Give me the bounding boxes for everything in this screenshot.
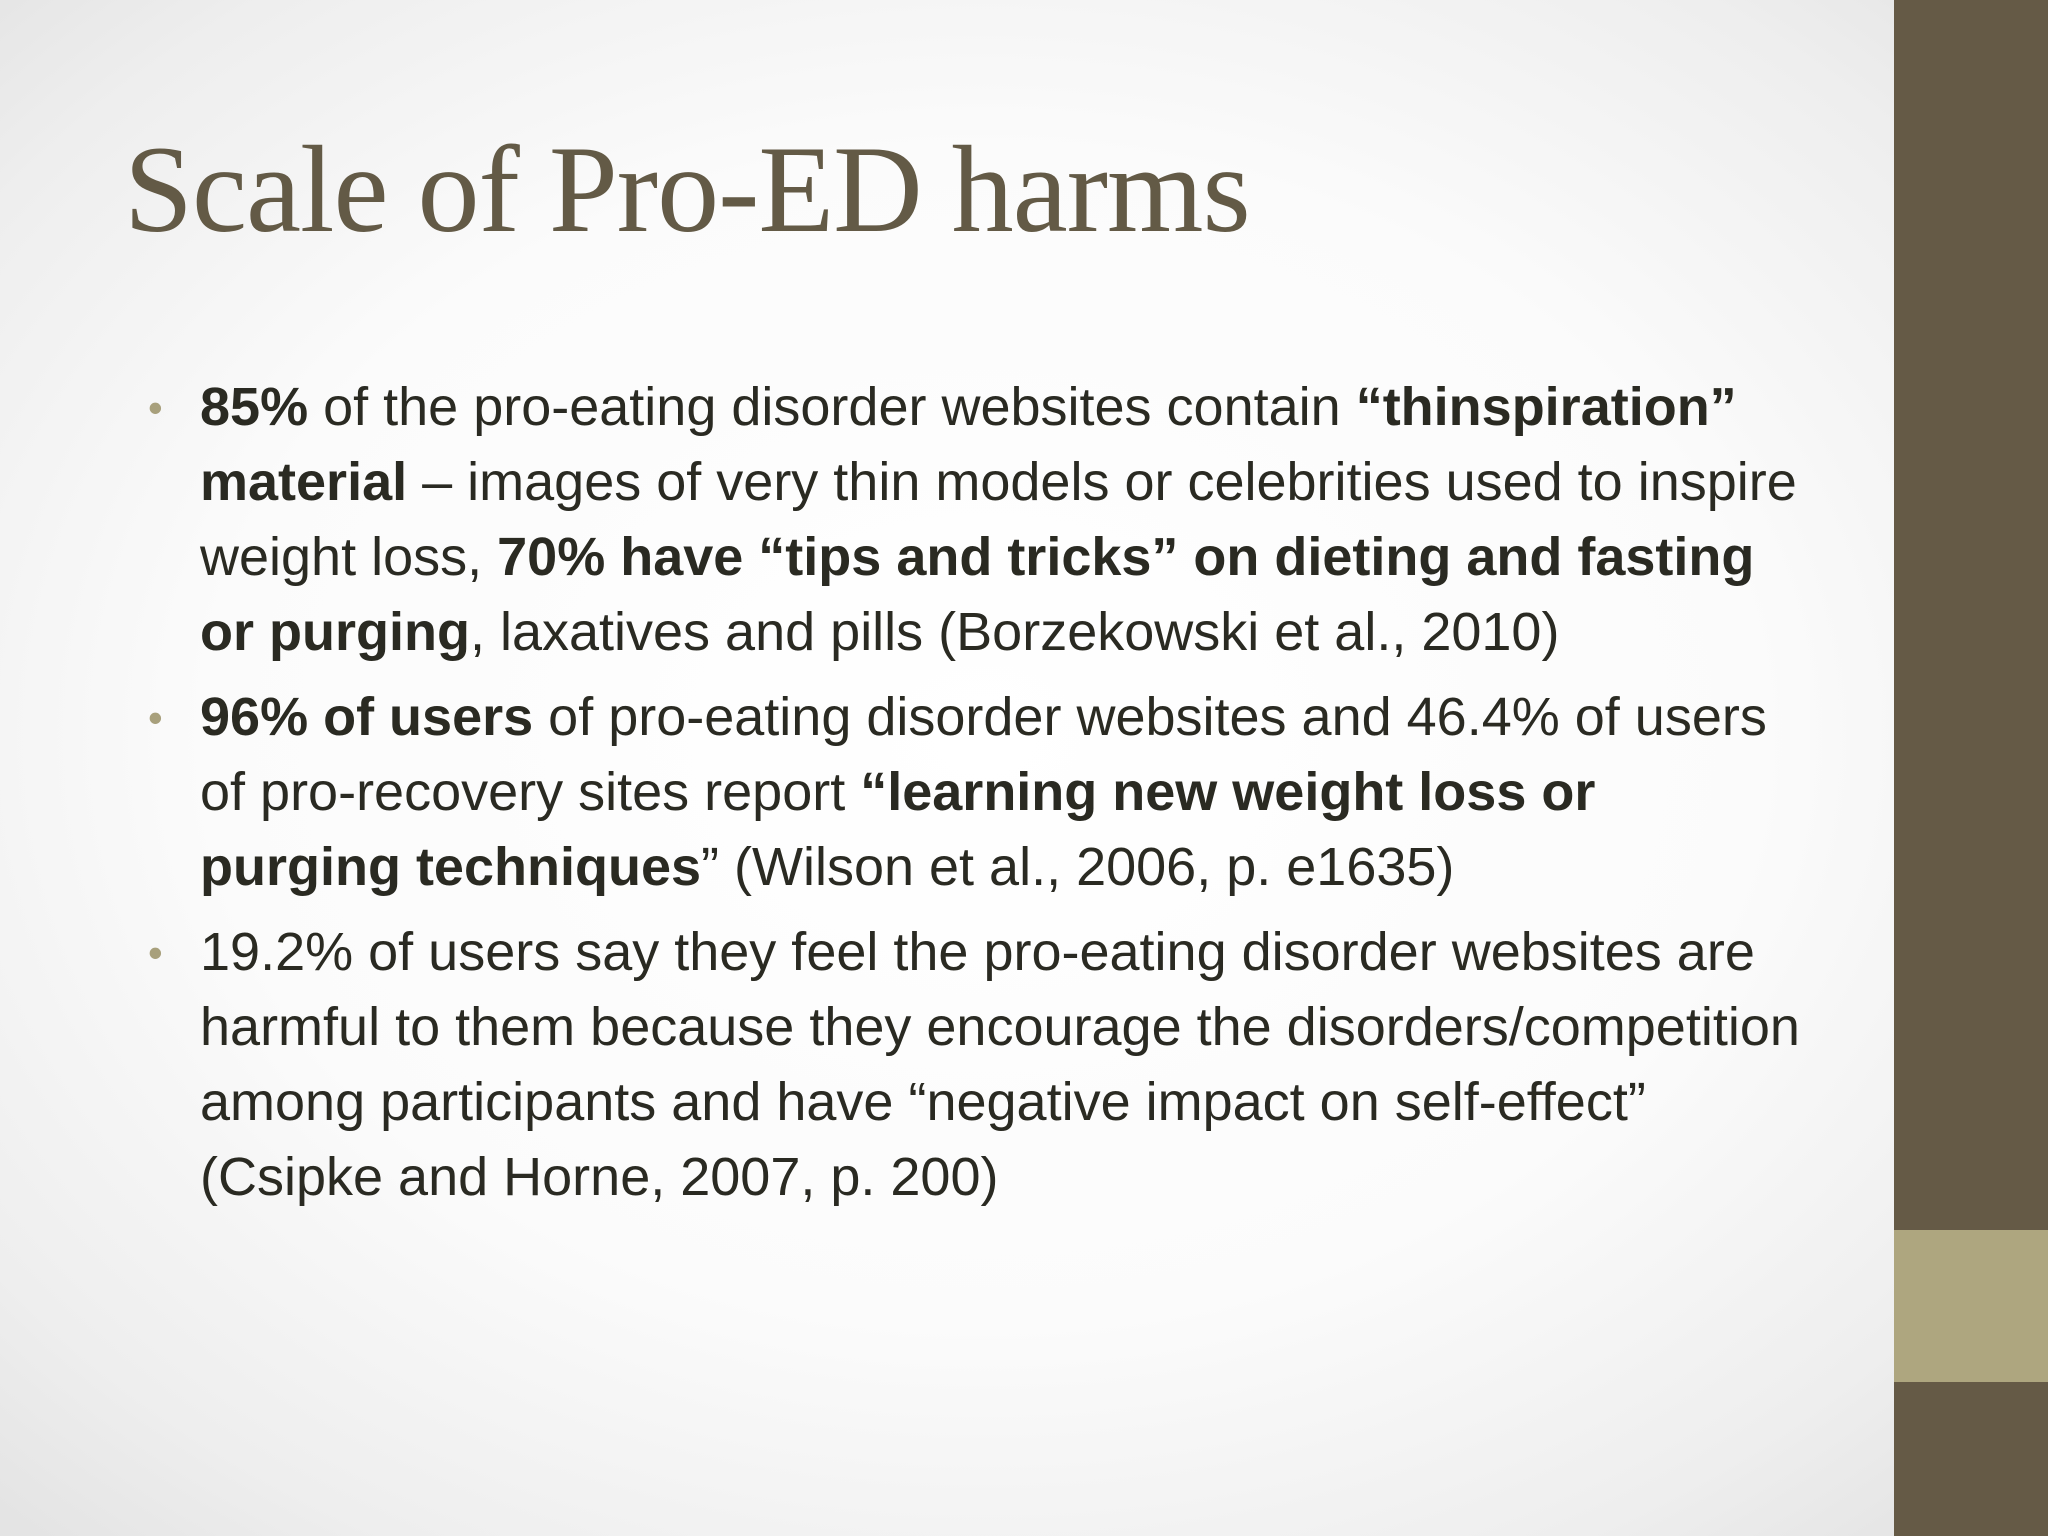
bullet-text: of the pro-eating disorder websites contain	[308, 377, 1356, 437]
bullet-text-bold: 96% of users	[200, 687, 534, 747]
bullet-list	[148, 370, 1800, 1225]
bullet-item	[148, 680, 1800, 905]
bullet-marker-icon: •	[148, 384, 163, 431]
slide-title: Scale of Pro-ED harms	[124, 121, 1250, 258]
bullet-item	[148, 370, 1800, 670]
decorative-sidebar-accent	[1894, 1230, 2048, 1382]
bullet-text: of pro-eating disorder websites and 46.4% of users of pro-recovery sites report	[200, 687, 1767, 822]
bullet-text-bold: “learning new weight loss or purging techniques	[200, 762, 1596, 897]
bullet-text: 19.2% of users say they feel the pro-eating disorder websites are harmful to them because they encourage the disorders/competition among participants and have “negative impact on self-effect” (Csipke and Horne, 2007, p. 200)	[200, 922, 1800, 1207]
bullet-text-bold: 70% have “tips and tricks” on dieting and fasting or purging	[200, 527, 1755, 662]
bullet-marker-icon: •	[148, 929, 163, 976]
bullet-text: – images of very thin models or celebrities used to inspire weight loss,	[200, 452, 1797, 587]
bullet-text: ” (Wilson et al., 2006, p. e1635)	[701, 837, 1455, 897]
bullet-text: , laxatives and pills (Borzekowski et al., 2010)	[469, 602, 1560, 662]
bullet-marker-icon: •	[148, 694, 163, 741]
bullet-text-bold: 85%	[200, 377, 309, 437]
bullet-item	[148, 915, 1800, 1215]
bullet-text-bold: “thinspiration” material	[200, 377, 1737, 512]
